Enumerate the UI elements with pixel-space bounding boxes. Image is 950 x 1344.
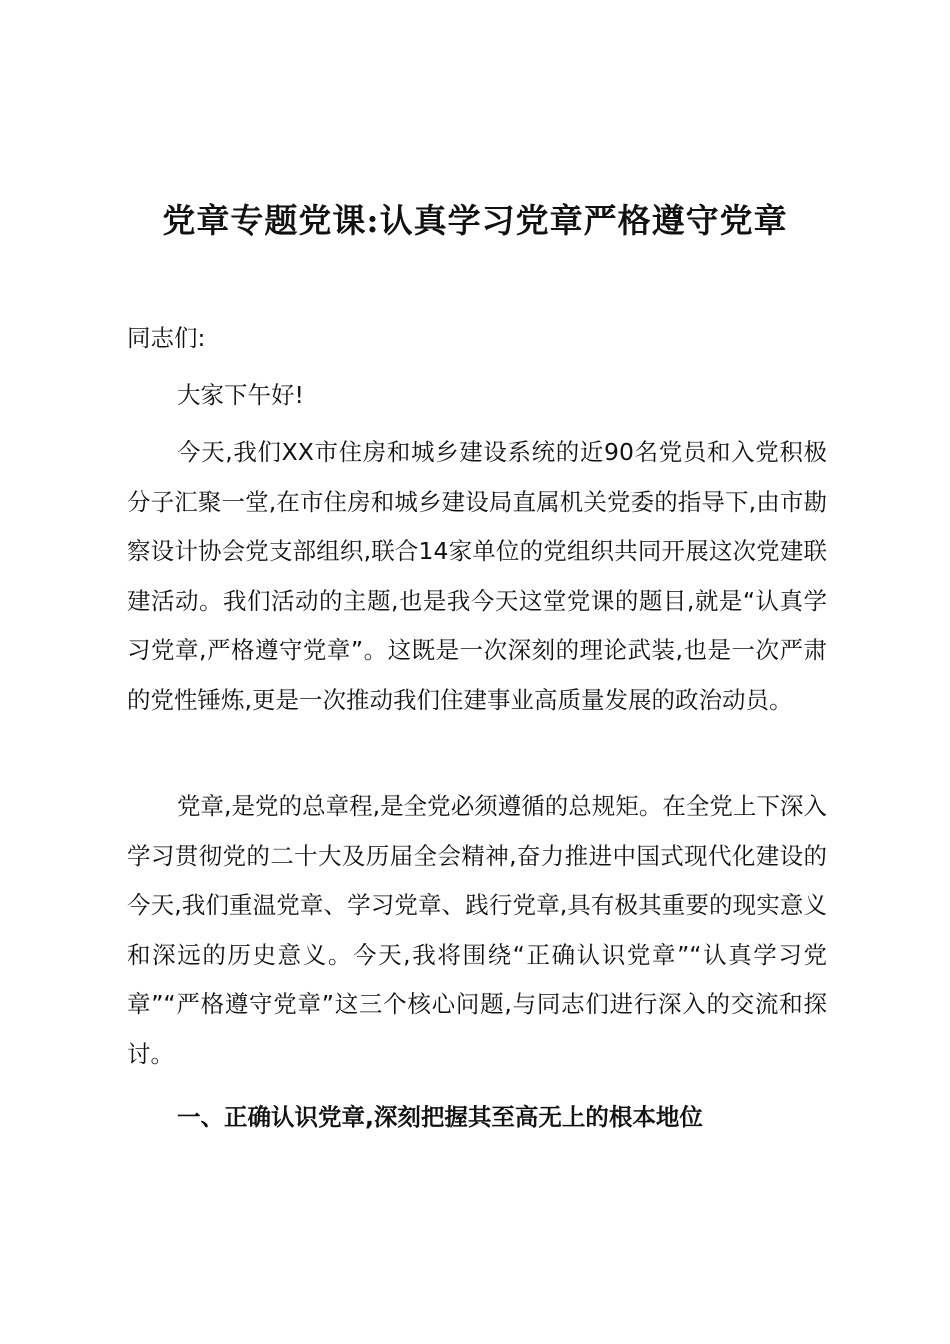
- section-heading: 一、正确认识党章,深刻把握其至高无上的根本地位: [177, 1103, 703, 1131]
- salutation: 同志们:: [127, 324, 206, 352]
- paragraph-intro: 今天,我们XX市住房和城乡建设系统的近90名党员和入党积极分子汇聚一堂,在市住房和城乡建设局直属机关党委的指导下,由市勘察设计协会党支部组织,联合14家单位的党组织共同开展这次党建联建活动。我们活动的主题,也是我今天这堂党课的题目,就是“认真学习党章,严格遵守党章”。这既是一次深刻的理论武装,也是一次严肃的党性锤炼,更是一次推动我们住建事业高质量发展的政治动员。: [127, 438, 827, 714]
- document-title: 党章专题党课:认真学习党章严格遵守党章: [162, 201, 788, 240]
- greeting: 大家下午好!: [177, 381, 304, 409]
- paragraph-significance: 党章,是党的总章程,是全党必须遵循的总规矩。在全党上下深入学习贯彻党的二十大及历届全会精神,奋力推进中国式现代化建设的今天,我们重温党章、学习党章、践行党章,具有极其重要的现实意义和深远的历史意义。今天,我将围绕“正确认识党章”“认真学习党章”“严格遵守党章”这三个核心问题,与同志们进行深入的交流和探讨。: [127, 792, 827, 1068]
